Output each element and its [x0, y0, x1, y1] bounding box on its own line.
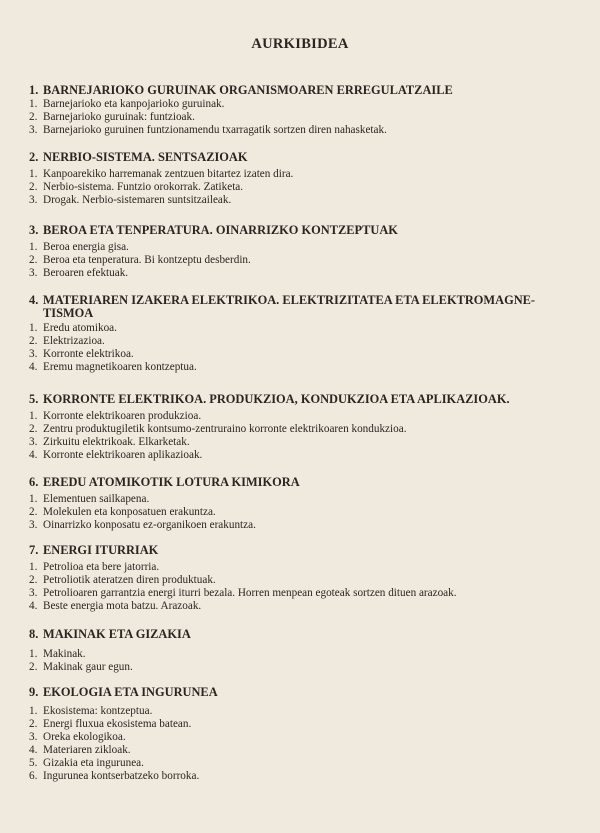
section-items: [29, 648, 574, 674]
item-number: 2.: [29, 506, 38, 518]
item-number: 1.: [29, 705, 38, 717]
toc-section: [29, 476, 574, 532]
list-item: [29, 519, 574, 532]
section-heading: [29, 224, 574, 237]
list-item: [29, 587, 574, 600]
list-item: [29, 731, 574, 744]
item-text: Molekulen eta konposatuen erakuntza.: [43, 506, 216, 518]
item-number: 3.: [29, 587, 38, 599]
section-number: 2.: [29, 150, 39, 164]
item-text: Korronte elektrikoaren aplikazioak.: [43, 449, 203, 461]
item-text: Beroa energia gisa.: [43, 241, 129, 253]
section-title: BARNEJARIOKO GURUINAK ORGANISMOAREN ERREGULATZAILE: [43, 83, 453, 97]
list-item: [29, 770, 574, 783]
item-text: Petrolioaren garrantzia energi iturri bezala. Horren menpean egoteak sortzen dituen arazoak.: [43, 587, 457, 599]
section-heading: [29, 294, 574, 320]
item-text: Drogak. Nerbio-sistemaren suntsitzaileak.: [43, 194, 232, 206]
section-items: [29, 322, 574, 374]
item-text: Makinak.: [43, 648, 86, 660]
list-item: [29, 181, 574, 194]
toc-section: [29, 393, 574, 462]
item-number: 2.: [29, 718, 38, 730]
item-number: 3.: [29, 194, 38, 206]
list-item: [29, 506, 574, 519]
item-text: Beroa eta tenperatura. Bi kontzeptu desberdin.: [43, 254, 251, 266]
list-item: [29, 718, 574, 731]
item-number: 4.: [29, 600, 38, 612]
item-text: Oinarrizko konposatu ez-organikoen erakuntza.: [43, 519, 256, 531]
section-title: EKOLOGIA ETA INGURUNEA: [43, 685, 218, 699]
item-number: 4.: [29, 361, 38, 373]
list-item: [29, 757, 574, 770]
item-text: Beste energia mota batzu. Arazoak.: [43, 600, 202, 612]
item-text: Elektrizazioa.: [43, 335, 105, 347]
list-item: [29, 600, 574, 613]
toc-section: [29, 294, 574, 374]
list-item: [29, 322, 574, 335]
item-number: 1.: [29, 241, 38, 253]
section-number: 8.: [29, 627, 39, 641]
toc-section: [29, 151, 574, 207]
section-heading: [29, 686, 574, 699]
item-text: Gizakia eta ingurunea.: [43, 757, 144, 769]
section-heading: [29, 628, 574, 641]
section-title: BEROA ETA TENPERATURA. OINARRIZKO KONTZEPTUAK: [43, 223, 398, 237]
item-number: 2.: [29, 423, 38, 435]
item-number: 4.: [29, 449, 38, 461]
item-number: 1.: [29, 410, 38, 422]
item-number: 1.: [29, 98, 38, 110]
item-number: 2.: [29, 574, 38, 586]
section-number: 7.: [29, 543, 39, 557]
section-items: [29, 410, 574, 462]
section-title: MAKINAK ETA GIZAKIA: [43, 627, 191, 641]
item-number: 3.: [29, 267, 38, 279]
list-item: [29, 493, 574, 506]
section-items: [29, 168, 574, 207]
list-item: [29, 574, 574, 587]
list-item: [29, 436, 574, 449]
section-number: 4.: [29, 293, 39, 307]
item-text: Barnejarioko guruinak: funtzioak.: [43, 111, 195, 123]
item-number: 3.: [29, 436, 38, 448]
list-item: [29, 648, 574, 661]
list-item: [29, 98, 574, 111]
section-title: KORRONTE ELEKTRIKOA. PRODUKZIOA, KONDUKZIOA ETA APLIKAZIOAK.: [43, 392, 510, 406]
section-number: 9.: [29, 685, 39, 699]
item-text: Petrolioa eta bere jatorria.: [43, 561, 160, 573]
section-items: [29, 98, 574, 137]
item-text: Materiaren zikloak.: [43, 744, 131, 756]
list-item: [29, 335, 574, 348]
list-item: [29, 254, 574, 267]
toc-section: [29, 224, 574, 280]
list-item: [29, 410, 574, 423]
item-text: Makinak gaur egun.: [43, 661, 133, 673]
section-title: MATERIAREN IZAKERA ELEKTRIKOA. ELEKTRIZITATEA ETA ELEKTROMAGNE-TISMOA: [43, 293, 536, 320]
section-heading: [29, 476, 574, 489]
section-heading: [29, 393, 574, 406]
list-item: [29, 561, 574, 574]
section-number: 1.: [29, 83, 39, 97]
item-number: 1.: [29, 493, 38, 505]
item-number: 2.: [29, 661, 38, 673]
list-item: [29, 744, 574, 757]
item-number: 2.: [29, 111, 38, 123]
item-number: 3.: [29, 519, 38, 531]
list-item: [29, 361, 574, 374]
section-title: NERBIO-SISTEMA. SENTSAZIOAK: [43, 150, 248, 164]
item-number: 1.: [29, 648, 38, 660]
section-number: 6.: [29, 475, 39, 489]
item-text: Energi fluxua ekosistema batean.: [43, 718, 192, 730]
list-item: [29, 194, 574, 207]
toc-section: [29, 544, 574, 613]
section-title: EREDU ATOMIKOTIK LOTURA KIMIKORA: [43, 475, 300, 489]
list-item: [29, 267, 574, 280]
item-number: 3.: [29, 731, 38, 743]
item-number: 1.: [29, 168, 38, 180]
item-text: Eredu atomikoa.: [43, 322, 117, 334]
item-number: 6.: [29, 770, 38, 782]
section-number: 3.: [29, 223, 39, 237]
page-title: AURKIBIDEA: [251, 36, 349, 52]
item-text: Oreka ekologikoa.: [43, 731, 126, 743]
item-number: 2.: [29, 181, 38, 193]
section-heading: [29, 151, 574, 164]
item-text: Nerbio-sistema. Funtzio orokorrak. Zatiketa.: [43, 181, 244, 193]
item-text: Eremu magnetikoaren kontzeptua.: [43, 361, 197, 373]
list-item: [29, 111, 574, 124]
item-number: 3.: [29, 348, 38, 360]
item-number: 1.: [29, 561, 38, 573]
toc-section: [29, 628, 574, 674]
list-item: [29, 124, 574, 137]
section-items: [29, 493, 574, 532]
list-item: [29, 348, 574, 361]
item-number: 1.: [29, 322, 38, 334]
item-text: Ingurunea kontserbatzeko borroka.: [43, 770, 200, 782]
list-item: [29, 423, 574, 436]
section-title: ENERGI ITURRIAK: [43, 543, 159, 557]
section-items: [29, 705, 574, 783]
toc-section: [29, 686, 574, 783]
list-item: [29, 449, 574, 462]
item-text: Kanpoarekiko harremanak zentzuen bitartez izaten dira.: [43, 168, 294, 180]
list-item: [29, 661, 574, 674]
section-number: 5.: [29, 392, 39, 406]
item-text: Petroliotik ateratzen diren produktuak.: [43, 574, 216, 586]
section-items: [29, 561, 574, 613]
list-item: [29, 705, 574, 718]
item-number: 4.: [29, 744, 38, 756]
item-text: Zentru produktugiletik kontsumo-zentruraino korronte elektrikoaren kondukzioa.: [43, 423, 407, 435]
list-item: [29, 168, 574, 181]
section-heading: [29, 544, 574, 557]
item-text: Ekosistema: kontzeptua.: [43, 705, 153, 717]
item-number: 2.: [29, 335, 38, 347]
item-text: Barnejarioko guruinen funtzionamendu txarragatik sortzen diren nahasketak.: [43, 124, 387, 136]
item-number: 5.: [29, 757, 38, 769]
item-number: 2.: [29, 254, 38, 266]
item-text: Korronte elektrikoaren produkzioa.: [43, 410, 202, 422]
item-text: Barnejarioko eta kanpojarioko guruinak.: [43, 98, 225, 110]
section-heading: [29, 84, 574, 97]
item-text: Beroaren efektuak.: [43, 267, 129, 279]
item-text: Zirkuitu elektrikoak. Elkarketak.: [43, 436, 190, 448]
item-number: 3.: [29, 124, 38, 136]
item-text: Elementuen sailkapena.: [43, 493, 150, 505]
list-item: [29, 241, 574, 254]
item-text: Korronte elektrikoa.: [43, 348, 134, 360]
toc-section: [29, 84, 574, 137]
section-items: [29, 241, 574, 280]
